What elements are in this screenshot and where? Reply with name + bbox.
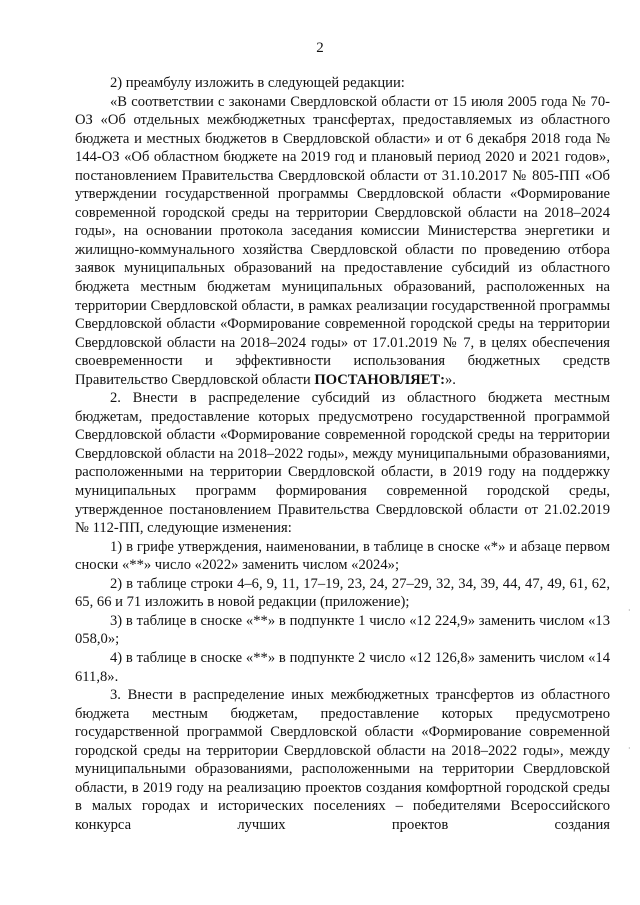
scan-mark: · [628,606,631,615]
decree-word: ПОСТАНОВЛЯЕТ: [314,371,445,388]
scan-mark: · [628,744,631,753]
item-3-paragraph: 3. Внести в распределение иных межбюджетных трансфертов из областного бюджета местным бюджетам, предоставление которых предусмотрено государственной программой Свердловской области «Формирование современной городской среды на территории Свердловской области на 2018–2022 годы», между муниципальными образованиями, расположенными на территории Свердловской области, в 2019 году на реализацию проектов создания комфортной городской среды в малых городах и исторических поселениях – победителями Всероссийского конкурса лучших проектов создания [75,687,610,833]
preamble-closing: ». [444,371,456,388]
change-item-3: 3) в таблице в сноске «**» в подпункте 1 число «12 224,9» заменить числом «13 058,0»; [75,612,610,648]
change-item-4: 4) в таблице в сноске «**» в подпункте 2 число «12 126,8» заменить числом «14 611,8». [75,649,610,685]
page-number: 2 [316,40,324,56]
change-item-1: 1) в грифе утверждения, наименовании, в таблице в сноске «*» и абзаце первом сноски «**» число «2022» заменить числом «2024»; [75,538,610,574]
intro-item-paragraph: 2) преамбулу изложить в следующей редакции: [110,75,405,91]
preamble-text: «В соответствии с законами Свердловской области от 15 июля 2005 года № 70-ОЗ «Об отдельных межбюджетных трансфертах, предоставляемых из областного бюджета и местных бюджетов в Свердловской области» и от 6 декабря 2018 года № 144-ОЗ «Об областном бюджете на 2019 год и плановый период 2020 и 2021 годов», постановлением Правительства Свердловской области от 31.10.2017 № 805-ПП «Об утверждении государственной программы Свердловской области «Формирование современной городской среды на территории Свердловской области на 2018–2024 годы», на основании протокола заседания комиссии Министерства энергетики и жилищно-коммунального хозяйства Свердловской области по проведению отбора заявок муниципальных образований на предоставление субсидий из областного бюджета местным бюджетам муниципальных образований, расположенных на территории Свердловской области, в рамках реализации государственной программы Свердловской области «Формирование современной городской среды на территории Свердловской области на 2018–2024 годы» от 17.01.2019 № 7, в целях обеспечения своевременности и эффективности использования бюджетных средств Правительство Свердловской области [75,93,610,388]
document-body [75,74,610,834]
change-item-2: 2) в таблице строки 4–6, 9, 11, 17–19, 23, 24, 27–29, 32, 34, 39, 44, 47, 49, 61, 62, 65, 66 и 71 изложить в новой редакции (приложение); [75,575,610,611]
preamble-paragraph [75,93,610,390]
item-2-paragraph: 2. Внести в распределение субсидий из областного бюджета местным бюджетам, предоставление которых предусмотрено государственной программой Свердловской области «Формирование современной городской среды на территории Свердловской области на 2018–2022 годы», между муниципальными образованиями, расположенными на территории Свердловской области, в 2019 году на поддержку муниципальных программ формирования современной городской среды, утвержденное постановлением Правительства Свердловской области от 21.02.2019 № 112-ПП, следующие изменения: [75,390,610,537]
